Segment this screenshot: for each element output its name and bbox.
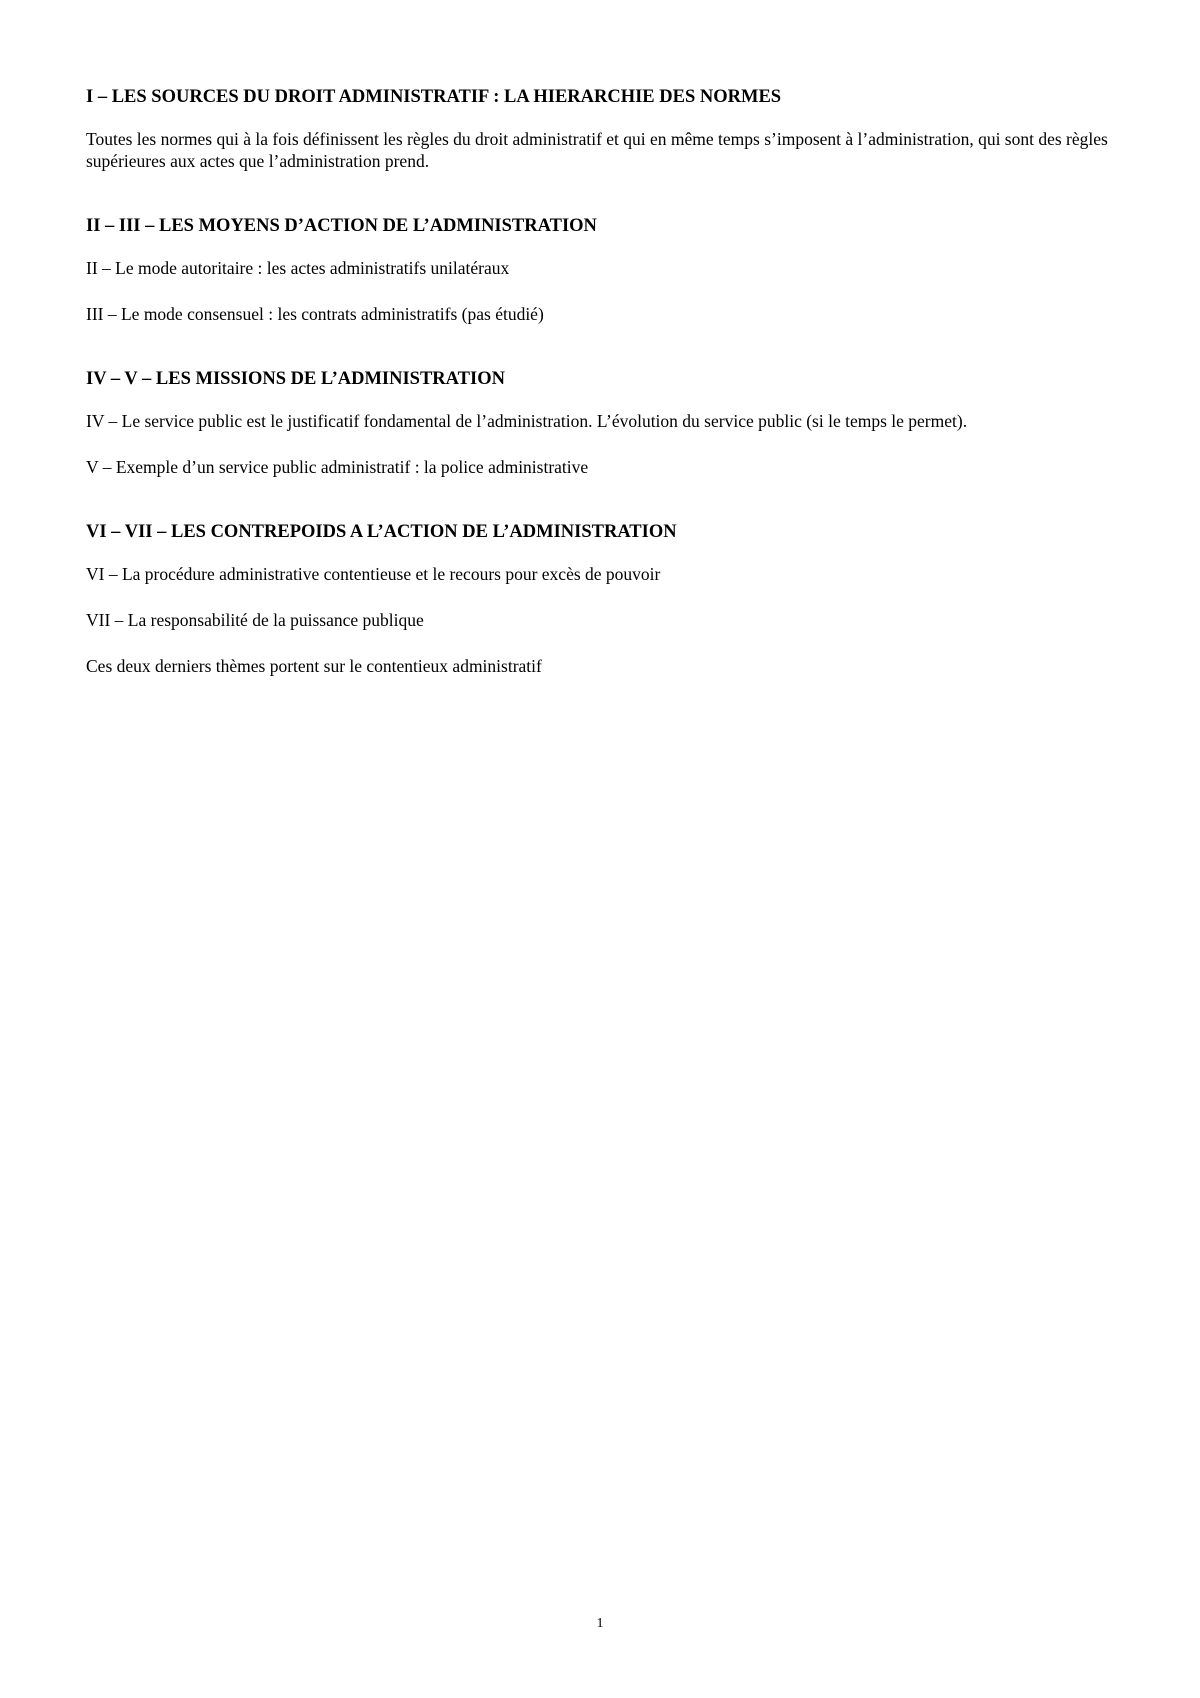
section-paragraph: II – Le mode autoritaire : les actes administratifs unilatéraux	[86, 258, 510, 278]
section-contrepoids	[86, 521, 1126, 677]
section-missions	[86, 368, 1126, 478]
section-moyens	[86, 215, 1126, 325]
document-body	[86, 86, 1126, 677]
section-paragraph: III – Le mode consensuel : les contrats administratifs (pas étudié)	[86, 304, 544, 324]
page-number: 1	[596, 1616, 604, 1631]
section-paragraph: V – Exemple d’un service public administratif : la police administrative	[86, 457, 589, 477]
section-heading: I – LES SOURCES DU DROIT ADMINISTRATIF : LA HIERARCHIE DES NORMES	[86, 87, 782, 107]
section-paragraph: VI – La procédure administrative contentieuse et le recours pour excès de pouvoir	[86, 564, 661, 584]
section-heading: II – III – LES MOYENS D’ACTION DE L’ADMINISTRATION	[86, 216, 597, 236]
section-paragraph: Ces deux derniers thèmes portent sur le contentieux administratif	[86, 656, 542, 676]
section-paragraph: VII – La responsabilité de la puissance publique	[86, 610, 424, 630]
section-heading: VI – VII – LES CONTREPOIDS A L’ACTION DE L’ADMINISTRATION	[86, 522, 677, 542]
section-paragraph: Toutes les normes qui à la fois définissent les règles du droit administratif et qui en même temps s’imposent à l’administration, qui sont des règles supérieures aux actes que l’administration prend.	[86, 129, 1108, 171]
section-paragraph: IV – Le service public est le justificatif fondamental de l’administration. L’évolution du service public (si le temps le permet).	[86, 411, 968, 431]
section-heading: IV – V – LES MISSIONS DE L’ADMINISTRATION	[86, 369, 505, 389]
section-sources	[86, 86, 1126, 172]
